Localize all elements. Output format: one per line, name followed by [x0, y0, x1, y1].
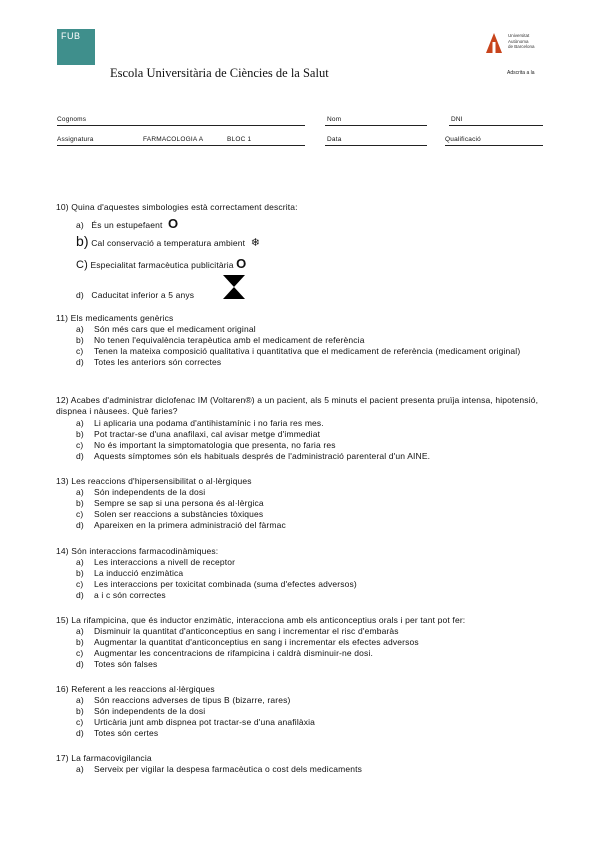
data-line[interactable]	[325, 145, 427, 146]
q10-option-d[interactable]	[76, 290, 194, 301]
snowflake-icon: ❄	[250, 237, 261, 249]
question-number: 15)	[56, 615, 69, 625]
q14-option-d[interactable]	[76, 590, 546, 601]
question-15	[56, 615, 551, 626]
nom-line[interactable]	[325, 125, 427, 126]
option-text: Serveix per vigilar la despesa farmacèutica o cost dels medicaments	[94, 764, 363, 774]
question-text: Els medicaments genèrics	[70, 313, 174, 323]
q11-option-c[interactable]	[76, 346, 546, 357]
question-text: Són interaccions farmacodinàmiques:	[71, 546, 219, 556]
school-name: Escola Universitària de Ciències de la Salut	[110, 66, 329, 80]
option-text: Urticària junt amb dispnea pot tractar-se d'una anafilàxia	[94, 717, 316, 727]
option-letter: b)	[76, 335, 84, 345]
question-text: La farmacovigilancia	[71, 753, 152, 763]
option-text: Solen ser reaccions a substàncies tòxiques	[94, 509, 264, 519]
option-letter: c)	[76, 648, 84, 658]
option-letter: b)	[76, 429, 84, 439]
option-text: Totes són certes	[94, 728, 159, 738]
fub-logo-text: FUB	[61, 31, 81, 41]
option-letter: C)	[76, 259, 88, 271]
question-number: 16)	[56, 684, 69, 694]
option-letter: a)	[76, 626, 84, 636]
option-letter: d)	[76, 659, 84, 669]
q16-options	[76, 695, 546, 739]
q14-option-a[interactable]	[76, 557, 546, 568]
question-16	[56, 684, 551, 695]
q17-options	[76, 764, 546, 775]
bloc-value: BLOC 1	[227, 136, 252, 143]
question-text: Quina d'aquestes simbologies està correctament descrita:	[71, 202, 298, 212]
dni-line[interactable]	[449, 125, 543, 126]
question-text: Les reaccions d'hipersensibilitat o al·lèrgiques	[71, 476, 252, 486]
option-text: Són independents de la dosi	[94, 487, 206, 497]
question-number: 11)	[56, 313, 69, 323]
adscrita-label: Adscrita a la	[507, 70, 535, 76]
q17-option-a[interactable]	[76, 764, 546, 775]
estupefaent-symbol-icon: O	[168, 216, 179, 231]
uab-logo-icon	[486, 33, 502, 53]
option-letter: d)	[76, 290, 84, 300]
assignatura-value: FARMACOLOGIA A	[143, 136, 204, 143]
option-text: Caducitat inferior a 5 anys	[91, 290, 195, 300]
option-text: No tenen l'equivalència terapèutica amb el medicament de referència	[94, 335, 365, 345]
option-letter: b)	[76, 637, 84, 647]
q15-options	[76, 626, 546, 670]
q15-option-b[interactable]	[76, 637, 546, 648]
option-letter: d)	[76, 590, 84, 600]
q14-options	[76, 557, 546, 601]
option-letter: c)	[76, 579, 84, 589]
q10-option-c[interactable]	[76, 258, 246, 271]
q15-option-c[interactable]	[76, 648, 546, 659]
q11-options	[76, 324, 546, 368]
q12-option-d[interactable]	[76, 451, 546, 462]
q11-option-a[interactable]	[76, 324, 546, 335]
q16-option-a[interactable]	[76, 695, 546, 706]
option-text: És un estupefaent	[91, 220, 163, 230]
q16-option-c[interactable]	[76, 717, 546, 728]
option-text: Les interaccions a nivell de receptor	[94, 557, 236, 567]
option-text: Augmentar les concentracions de rifampicina i caldrà disminuir-ne dosi.	[94, 648, 373, 658]
uab-line-2: Autònoma	[508, 38, 529, 44]
question-12	[56, 395, 546, 417]
question-number: 12)	[56, 395, 69, 405]
question-text: La rifampicina, que és inductor enzimàtic, interacciona amb els anticonceptius orals i per tant pot fer:	[71, 615, 466, 625]
option-letter: a)	[76, 695, 84, 705]
option-letter: a)	[76, 324, 84, 334]
q13-option-c[interactable]	[76, 509, 546, 520]
option-text: Són més cars que el medicament original	[94, 324, 256, 334]
question-13	[56, 476, 551, 487]
q15-option-d[interactable]	[76, 659, 546, 670]
option-letter: a)	[76, 557, 84, 567]
publicitaria-symbol-icon: O	[236, 256, 247, 271]
question-14	[56, 546, 551, 557]
q16-option-b[interactable]	[76, 706, 546, 717]
option-letter: d)	[76, 520, 84, 530]
question-text: Referent a les reaccions al·lèrgiques	[71, 684, 215, 694]
option-text: Totes són falses	[94, 659, 158, 669]
question-17	[56, 753, 551, 764]
q12-options	[76, 418, 546, 462]
uab-line-3: de Barcelona	[508, 44, 535, 49]
option-text: Sempre se sap si una persona és al·lèrgica	[94, 498, 264, 508]
option-letter: b)	[76, 706, 84, 716]
option-letter: b)	[76, 233, 89, 249]
q13-option-b[interactable]	[76, 498, 546, 509]
q12-option-a[interactable]	[76, 418, 546, 429]
option-letter: d)	[76, 357, 84, 367]
option-letter: a)	[76, 418, 84, 428]
q10-option-a[interactable]	[76, 218, 178, 231]
option-text: Tenen la mateixa composició qualitativa i quantitativa que el medicament de referència (medicament original)	[94, 346, 521, 356]
q13-options	[76, 487, 546, 531]
option-letter: d)	[76, 728, 84, 738]
option-letter: a)	[76, 764, 84, 774]
option-text: Apareixen en la primera administració del fàrmac	[94, 520, 286, 530]
assignatura-line[interactable]	[57, 145, 305, 146]
hourglass-icon	[223, 275, 245, 299]
option-text: Augmentar la quantitat d'anticonceptius en sang i incrementar els efectes adversos	[94, 637, 419, 647]
option-text: Són reaccions adverses de tipus B (bizarre, rares)	[94, 695, 291, 705]
uab-name	[508, 33, 535, 50]
option-text: No és important la simptomatologia que presenta, no faria res	[94, 440, 336, 450]
assignatura-label: Assignatura	[57, 136, 94, 143]
option-letter: c)	[76, 346, 84, 356]
qualificacio-label: Qualificació	[445, 136, 481, 143]
q15-option-a[interactable]	[76, 626, 546, 637]
option-letter: b)	[76, 498, 84, 508]
option-text: La inducció enzimàtica	[94, 568, 184, 578]
data-label: Data	[327, 136, 342, 143]
option-text: Són independents de la dosi	[94, 706, 206, 716]
question-number: 17)	[56, 753, 69, 763]
q13-option-a[interactable]	[76, 487, 546, 498]
option-letter: b)	[76, 568, 84, 578]
option-letter: c)	[76, 509, 84, 519]
dni-label: DNI	[451, 116, 463, 123]
option-text: Les interaccions per toxicitat combinada (suma d'efectes adversos)	[94, 579, 357, 589]
question-number: 13)	[56, 476, 69, 486]
option-text: Li aplicaria una podama d'antihistamínic i no faria res mes.	[94, 418, 324, 428]
option-letter: d)	[76, 451, 84, 461]
option-letter: c)	[76, 717, 84, 727]
q12-option-c[interactable]	[76, 440, 546, 451]
q11-option-b[interactable]	[76, 335, 546, 346]
nom-label: Nom	[327, 116, 342, 123]
option-text: Especialitat farmacèutica publicitària	[90, 260, 234, 270]
option-text: Cal conservació a temperatura ambient	[91, 238, 246, 248]
option-letter: c)	[76, 440, 84, 450]
question-10	[56, 202, 551, 213]
option-text: Pot tractar-se d'una anafilaxi, cal avisar metge d'immediat	[94, 429, 321, 439]
option-text: Disminuir la quantitat d'anticonceptius en sang i incrementar el risc d'embaràs	[94, 626, 399, 636]
option-letter: a)	[76, 220, 84, 230]
q16-option-d[interactable]	[76, 728, 546, 739]
q12-option-b[interactable]	[76, 429, 546, 440]
cognoms-label: Cognoms	[57, 116, 87, 123]
cognoms-line[interactable]	[57, 125, 305, 126]
question-text: Acabes d'administrar diclofenac IM (Voltaren®) a un pacient, als 5 minuts el pacient presenta pruïja intensa, hipotensió, dispnea i nàusees. Què faries?	[56, 395, 539, 416]
qualificacio-line[interactable]	[445, 145, 543, 146]
option-text: Totes les anteriors són correctes	[94, 357, 222, 367]
question-number: 14)	[56, 546, 69, 556]
q13-option-d[interactable]	[76, 520, 546, 531]
uab-line-1: Universitat	[508, 33, 530, 38]
option-letter: a)	[76, 487, 84, 497]
question-number: 10)	[56, 202, 69, 212]
q11-option-d[interactable]	[76, 357, 546, 368]
option-text: a i c són correctes	[94, 590, 166, 600]
question-11	[56, 313, 551, 324]
option-text: Aquests símptomes són els habituals després de l'administració parenteral d'un AINE.	[94, 451, 431, 461]
q14-option-b[interactable]	[76, 568, 546, 579]
q14-option-c[interactable]	[76, 579, 546, 590]
q10-option-b[interactable]	[76, 233, 261, 249]
